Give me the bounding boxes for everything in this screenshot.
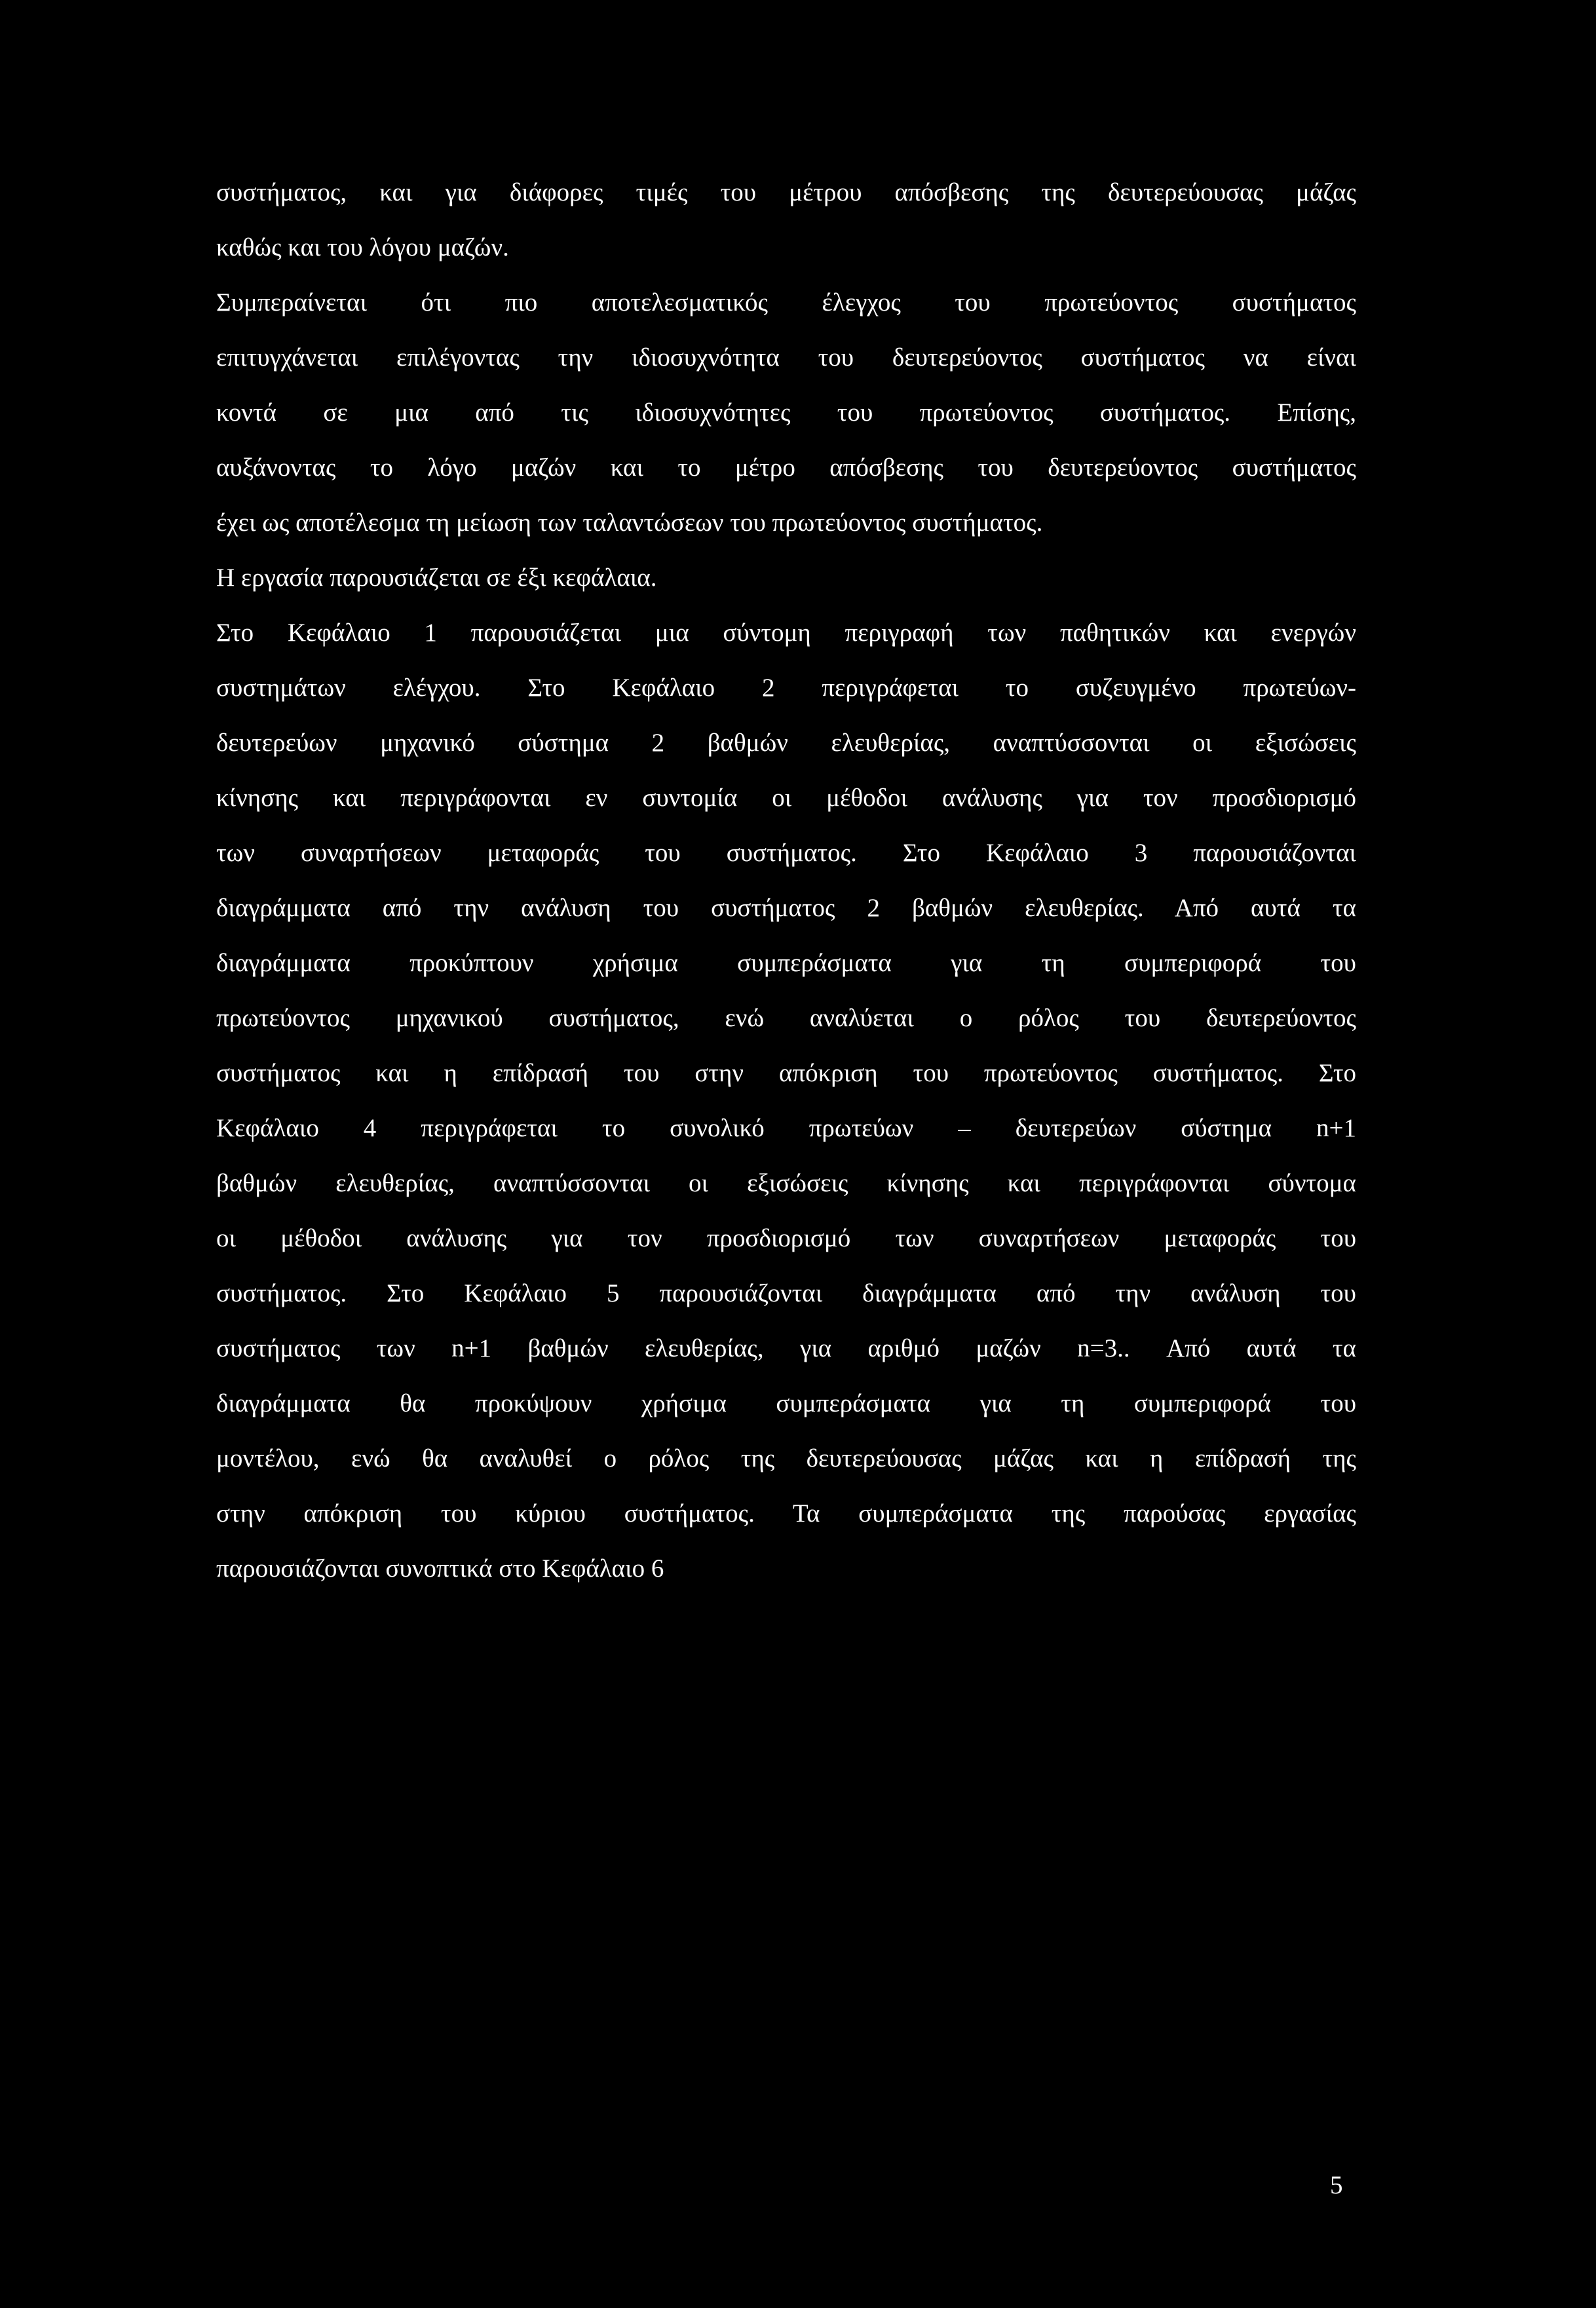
text-line: διαγράμματα προκύπτουν χρήσιμα συμπεράσματα για τη συμπεριφορά του bbox=[216, 949, 1356, 977]
text-line: καθώς και του λόγου μαζών. bbox=[216, 233, 509, 261]
text-line: αυξάνοντας το λόγο μαζών και το μέτρο απόσβεσης του δευτερεύοντος συστήματος bbox=[216, 453, 1356, 482]
text-line: Κεφάλαιο 4 περιγράφεται το συνολικό πρωτεύων – δευτερεύων σύστημα n+1 bbox=[216, 1114, 1356, 1142]
text-line: Στο Κεφάλαιο 1 παρουσιάζεται μια σύντομη περιγραφή των παθητικών και ενεργών bbox=[216, 619, 1356, 647]
text-line: δευτερεύων μηχανικό σύστημα 2 βαθμών ελευθερίας, αναπτύσσονται οι εξισώσεις bbox=[216, 729, 1356, 757]
text-line: των συναρτήσεων μεταφοράς του συστήματος. Στο Κεφάλαιο 3 παρουσιάζονται bbox=[216, 839, 1356, 867]
text-line: οι μέθοδοι ανάλυσης για τον προσδιορισμό των συναρτήσεων μεταφοράς του bbox=[216, 1224, 1356, 1252]
text-line: Συμπεραίνεται ότι πιο αποτελεσματικός έλεγχος του πρωτεύοντος συστήματος bbox=[216, 288, 1356, 317]
text-line: Η εργασία παρουσιάζεται σε έξι κεφάλαια. bbox=[216, 564, 657, 592]
text-line: βαθμών ελευθερίας, αναπτύσσονται οι εξισώσεις κίνησης και περιγράφονται σύντομα bbox=[216, 1169, 1356, 1197]
text-line: μοντέλου, ενώ θα αναλυθεί ο ρόλος της δευτερεύουσας μάζας και η επίδρασή της bbox=[216, 1444, 1356, 1472]
text-line: συστήματος των n+1 βαθμών ελευθερίας, για αριθμό μαζών n=3.. Από αυτά τα bbox=[216, 1334, 1356, 1362]
document-body bbox=[216, 165, 1356, 1596]
text-line: διαγράμματα από την ανάλυση του συστήματος 2 βαθμών ελευθερίας. Από αυτά τα bbox=[216, 894, 1356, 922]
text-line: συστημάτων ελέγχου. Στο Κεφάλαιο 2 περιγράφεται το συζευγμένο πρωτεύων- bbox=[216, 674, 1356, 702]
text-line: συστήματος, και για διάφορες τιμές του μέτρου απόσβεσης της δευτερεύουσας μάζας bbox=[216, 178, 1356, 206]
page-number: 5 bbox=[1330, 2171, 1343, 2199]
text-line: διαγράμματα θα προκύψουν χρήσιμα συμπεράσματα για τη συμπεριφορά του bbox=[216, 1389, 1356, 1417]
text-line: έχει ως αποτέλεσμα τη μείωση των ταλαντώσεων του πρωτεύοντος συστήματος. bbox=[216, 509, 1043, 537]
text-line: κίνησης και περιγράφονται εν συντομία οι μέθοδοι ανάλυσης για τον προσδιορισμό bbox=[216, 784, 1356, 812]
text-line: συστήματος. Στο Κεφάλαιο 5 παρουσιάζονται διαγράμματα από την ανάλυση του bbox=[216, 1279, 1356, 1307]
text-line: συστήματος και η επίδρασή του στην απόκριση του πρωτεύοντος συστήματος. Στο bbox=[216, 1059, 1356, 1087]
text-line: κοντά σε μια από τις ιδιοσυχνότητες του πρωτεύοντος συστήματος. Επίσης, bbox=[216, 398, 1356, 427]
text-line: στην απόκριση του κύριου συστήματος. Τα συμπεράσματα της παρούσας εργασίας bbox=[216, 1499, 1356, 1528]
text-line: επιτυγχάνεται επιλέγοντας την ιδιοσυχνότητα του δευτερεύοντος συστήματος να είναι bbox=[216, 343, 1356, 372]
text-line: πρωτεύοντος μηχανικού συστήματος, ενώ αναλύεται ο ρόλος του δευτερεύοντος bbox=[216, 1004, 1356, 1032]
text-line: παρουσιάζονται συνοπτικά στο Κεφάλαιο 6 bbox=[216, 1554, 664, 1583]
